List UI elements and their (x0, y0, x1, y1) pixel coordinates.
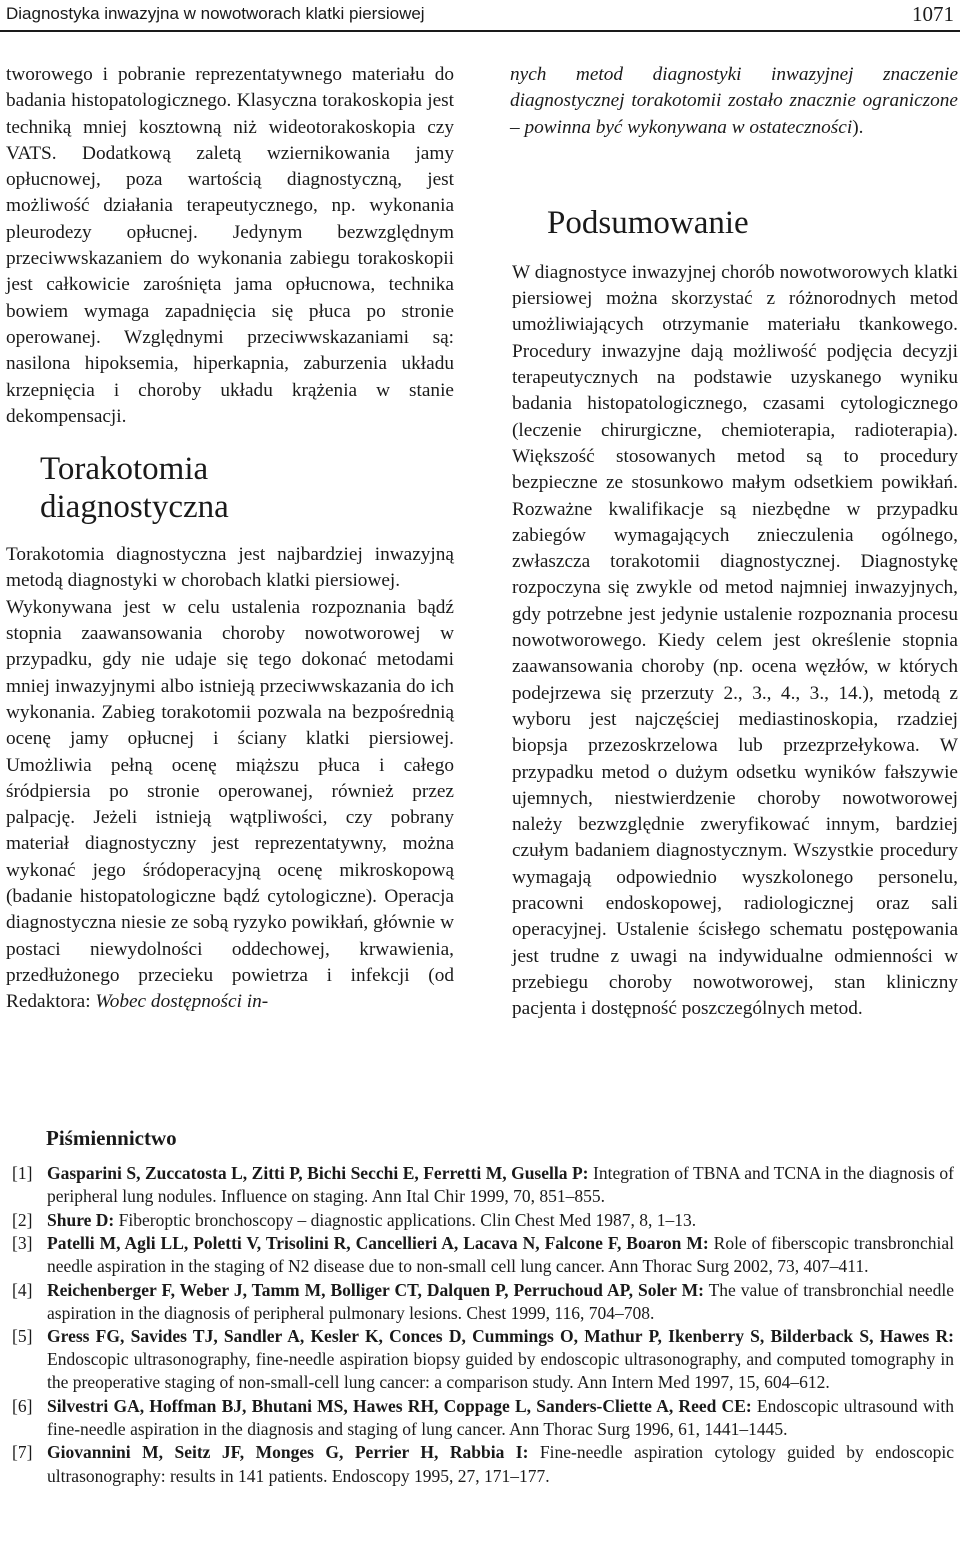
reference-number: [7] (12, 1442, 33, 1463)
reference-authors: Gress FG, Savides TJ, Sandler A, Kesler K, Conces D, Cummings O, Mathur P, Ikenberry S, Bilderback S, Hawes R: (47, 1326, 954, 1347)
running-header (6, 0, 954, 28)
reference-item (0, 1395, 954, 1441)
paragraph-editor-note (510, 62, 958, 141)
reference-number: [5] (12, 1326, 33, 1347)
right-column (510, 62, 958, 1023)
reference-authors: Patelli M, Agli LL, Poletti V, Trisolini R, Cancellieri A, Lacava N, Falcone F, Boaron M: (47, 1233, 709, 1254)
reference-citation: Fiberoptic bronchoscopy – diagnostic applications. Clin Chest Med 1987, 8, 1–13. (114, 1209, 697, 1230)
reference-authors: Reichenberger F, Weber J, Tamm M, Bolliger CT, Dalquen P, Perruchoud AP, Soler M: (47, 1279, 704, 1300)
page-number: 1071 (912, 2, 954, 26)
paragraph-thoracotomy-body (6, 595, 454, 1016)
reference-citation: The value of transbronchial needle aspiration in the diagnosis of peripheral pulmonary lesions. Chest 1999, 116, 704–708. (47, 1279, 954, 1323)
reference-number: [1] (12, 1163, 33, 1183)
references-list (0, 1162, 954, 1488)
reference-citation: Endoscopic ultrasound with fine-needle aspiration in the diagnosis and staging of lung cancer. Ann Thorac Surg 1996, 61, 1441–1445. (47, 1395, 955, 1439)
reference-number: [6] (12, 1395, 33, 1416)
editor-note-italic: Wobec dostępności in- (95, 991, 269, 1013)
references-section (0, 1126, 954, 1488)
reference-citation: Role of fiberscopic transbronchial needle aspiration in the staging of N2 disease due to non-small cell lung cancer. Ann Thorac Surg 2002, 73, 407–411. (47, 1233, 954, 1277)
reference-item (0, 1441, 954, 1487)
paragraph-text: Wykonywana jest w celu ustalenia rozpoznania bądź stopnia zaawansowania choroby nowotworowej w przypadku, gdy nie udaje się tego dokonać metodami mniej inwazyjnymi albo istnieją przeciwwskazania do ich wykonania. Zabieg torakotomii pozwala na bezpośrednią ocenę jamy opłucnej i ściany klatki piersiowej. Umożliwia pełną ocenę miąższu płuca i całego śródpiersia po stronie operowanej, również przez palpację. Jeżeli istnieją wątpliwości, czy pobrany materiał diagnostyczny jest reprezentatywny, można wykonać jego śródoperacyjną ocenę mikroskopową (badanie histopatologiczne bądź cytologiczne). Operacja diagnostyczna niesie ze sobą ryzyko powikłań, głównie w postaci niewydolności oddechowej, krwawienia, przedłużonego przecieku powietrza i infekcji (od Redaktora: (6, 596, 454, 1013)
section-heading-diagnostic-thoracotomy (40, 450, 454, 526)
reference-item (0, 1279, 954, 1325)
reference-authors: Silvestri GA, Hoffman BJ, Bhutani MS, Hawes RH, Coppage L, Sanders-Cliette A, Reed CE: (47, 1395, 752, 1416)
reference-item (0, 1209, 954, 1232)
reference-item (0, 1325, 954, 1394)
reference-item (0, 1232, 954, 1278)
references-heading: Piśmiennictwo (46, 1126, 177, 1150)
left-column (6, 62, 454, 1016)
reference-citation: Integration of TBNA and TCNA in the diagnosis of peripheral lung nodules. Influence on staging. Ann Ital Chir 1999, 70, 851–855. (47, 1163, 955, 1207)
paragraph-thoracoscopy-continued: tworowego i pobranie reprezentatywnego materiału do badania histopatologicznego. Klasyczna torakoskopia jest techniką mniej kosztowną niż wideotorakoskopia czy VATS. Dodatkową zaletą wziernikowania jamy opłucnowej, poza wartością diagnostyczną, jest możliwość działania terapeutycznego, np. wykonania pleurodezy opłucnej. Jedynym bezwzględnym przeciwwskazaniem do wykonania zabiegu torakoskopii jest całkowicie zarośnięta jama opłucnowa, technika bowiem wymaga zapadnięcia się płuca po stronie operowanej. Względnymi przeciwwskazaniami są: nasilona hipoksemia, hiperkapnia, zaburzenia układu krzepnięcia i choroby układu krążenia w stanie dekompensacji. (6, 64, 454, 427)
section-heading-summary: Podsumowanie (547, 204, 749, 241)
reference-number: [3] (12, 1233, 33, 1254)
reference-authors: Gasparini S, Zuccatosta L, Zitti P, Bichi Secchi E, Ferretti M, Gusella P: (47, 1163, 589, 1183)
editor-note-close: ). (852, 116, 864, 138)
section-heading-line: diagnostyczna (40, 489, 229, 526)
reference-number: [2] (12, 1209, 33, 1230)
paragraph-summary (510, 260, 958, 1023)
editor-note-italic: nych metod diagnostyki inwazyjnej znaczenie diagnostycznej torakotomii zostało znacznie ograniczone – powinna być wykonywana w ostateczności (510, 64, 958, 138)
reference-number: [4] (12, 1279, 33, 1300)
reference-authors: Shure D: (47, 1209, 115, 1230)
running-title: Diagnostyka inwazyjna w nowotworach klatki piersiowej (6, 4, 425, 23)
reference-citation: Endoscopic ultrasonography, fine-needle aspiration biopsy guided by endoscopic ultrasonography, and computed tomography in the preoperative staging of non-small-cell lung cancer: a comparison study. Ann Intern Med 1997, 15, 604–612. (47, 1349, 954, 1393)
reference-citation: Fine-needle aspiration cytology guided by endoscopic ultrasonography: results in 141 patients. Endoscopy 1995, 27, 171–177. (47, 1442, 954, 1486)
reference-authors: Giovannini M, Seitz JF, Monges G, Perrier H, Rabbia I: (47, 1442, 529, 1463)
header-rule (0, 30, 960, 32)
paragraph-text: Procedury inwazyjne dają możliwość podjęcia decyzji terapeutycznych na podstawie uzyskanego wyniku badania histopatologicznego, czasami cytologicznego (leczenie chirurgiczne, chemioterapia, radioterapia). Większość stosowanych metod są to procedury bezpieczne ze stosunkowo małym odsetkiem powikłań. Rozważne kwalifikacje są niezbędne w przypadku zabiegów wymagających znieczulenia ogólnego, zwłaszcza torakotomii diagnostycznej. Diagnostykę rozpoczyna się zwykle od metod najmniej inwazyjnych, gdy potrzebne jest jedynie ustalenie rozpoznania procesu nowotworowego. Kiedy celem jest określenie stopnia zaawansowania choroby (np. ocena węzłów, w których podejrzewa się przerzuty 2., 3., 4., 3., 14.), metodą z wyboru jest najczęściej mediastinoskopia, rzadziej biopsja przezoskrzelowa lub przezprzełykowa. W przypadku metod o dużym odsetku wyników fałszywie ujemnych, niestwierdzenie choroby nowotworowej należy bezwzględnie zweryfikować innym, bardziej czułym badaniem diagnostycznym. Wszystkie procedury wymagają odpowiednio wyszkolonego personelu, pracowni endoskopowej, radiologicznej oraz sali operacyjnej. Ustalenie ścisłego schematu postępowania jest trudne z uwagi na indywidualne odmienności w przebiegu choroby nowotworowej, stan kliniczny pacjenta i dostępność poszczególnych metod. (512, 340, 958, 1020)
reference-item (0, 1162, 954, 1208)
paragraph-text: W diagnostyce inwazyjnej chorób nowotworowych klatki piersiowej można skorzystać z różnorodnych metod umożliwiających otrzymanie materiału tkankowego. (512, 261, 958, 336)
section-heading-line: Torakotomia (40, 451, 209, 488)
paragraph-thoracotomy-intro: Torakotomia diagnostyczna jest najbardziej inwazyjną metodą diagnostyki w chorobach klatki piersiowej. (6, 544, 454, 592)
